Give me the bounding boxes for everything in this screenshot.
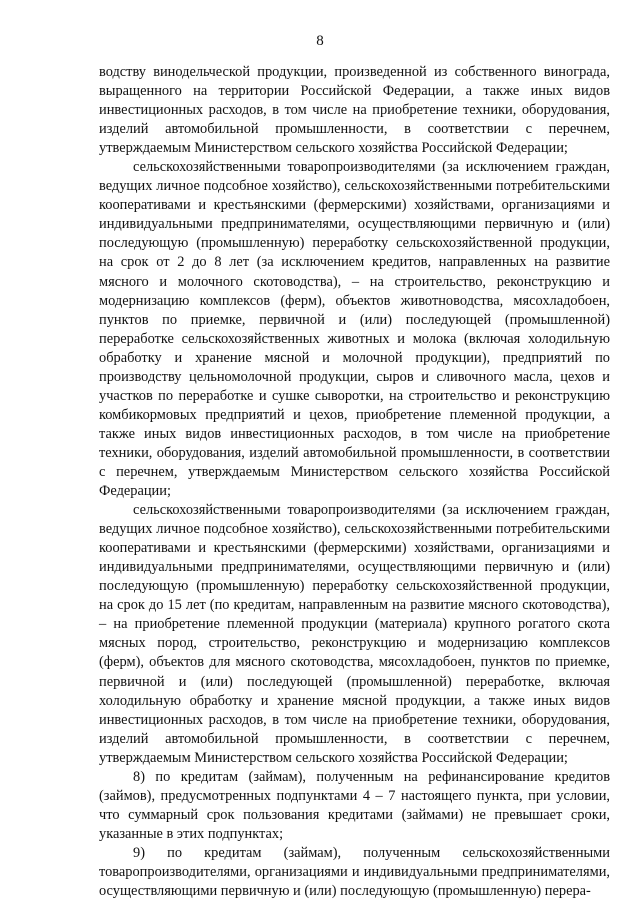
paragraph-livestock-2-8-years: сельскохозяйственными товаропроизводителями (за исключением граждан, ведущих личное подсобное хозяйство), сельскохозяйственными потребительскими кооперативами и крестьянскими (фермерскими) хозяйствами, организациями и индивидуальными предпринимателями, осуществляющими первичную и (или) последующую (промышленную) переработку сельскохозяйственной продукции, на срок от 2 до 8 лет (за исключением кредитов, направленных на развитие мясного и молочного скотоводства), – на строительство, реконструкцию и модернизацию комплексов (ферм), объектов животноводства, мясохладобоен, пунктов по приемке, первичной и (или) последующей (промышленной) переработке сельскохозяйственных животных и молока (включая холодильную обработку и хранение мясной и молочной продукции), предприятий по производству цельномолочной продукции, сыров и сливочного масла, цехов и участков по переработке и сушке сыворотки, на строительство и реконструкцию комбикормовых предприятий и цехов, приобретение племенной продукции, а также иных видов инвестиционных расходов, в том числе на приобретение техники, оборудования, изделий автомобильной промышленности, в соответствии с перечнем, утверждаемым Министерством сельского хозяйства Российской Федерации; bbox=[99, 159, 610, 500]
paragraph-item-9: 9) по кредитам (займам), полученным сельскохозяйственными товаропроизводителями, организациями и индивидуальными предпринимателями, осуществляющими первичную и (или) последующую (промышленную) перера- bbox=[99, 844, 610, 900]
document-body bbox=[99, 63, 610, 901]
paragraph-item-8-refinancing: 8) по кредитам (займам), полученным на рефинансирование кредитов (займов), предусмотренных подпунктами 4 – 7 настоящего пункта, при условии, что суммарный срок пользования кредитами (займами) не превышает сроки, указанные в этих подпунктах; bbox=[99, 768, 610, 842]
paragraph-meat-cattle-15-years: сельскохозяйственными товаропроизводителями (за исключением граждан, ведущих личное подсобное хозяйство), сельскохозяйственными потребительскими кооперативами и крестьянскими (фермерскими) хозяйствами, организациями и индивидуальными предпринимателями, осуществляющими первичную и (или) последующую (промышленную) переработку сельскохозяйственной продукции, на срок до 15 лет (по кредитам, направленным на развитие мясного скотоводства), – на приобретение племенной продукции (материала) крупного рогатого скота мясных пород, строительство, реконструкцию и модернизацию комплексов (ферм), объектов для мясного скотоводства, мясохладобоен, пунктов по приемке, первичной и (или) последующей (промышленной) переработке, включая холодильную обработку и хранение мясной продукции, а также иных видов инвестиционных расходов, в том числе на приобретение техники, оборудования, изделий автомобильной промышленности, в соответствии с перечнем, утверждаемым Министерством сельского хозяйства Российской Федерации; bbox=[99, 502, 610, 766]
page-number: 8 bbox=[316, 33, 324, 49]
paragraph-continuation: водству винодельческой продукции, произведенной из собственного винограда, выращенного на территории Российской Федерации, а также иных видов инвестиционных расходов, в том числе на приобретение техники, оборудования, изделий автомобильной промышленности, в соответствии с перечнем, утверждаемым Министерством сельского хозяйства Российской Федерации; bbox=[99, 64, 610, 157]
